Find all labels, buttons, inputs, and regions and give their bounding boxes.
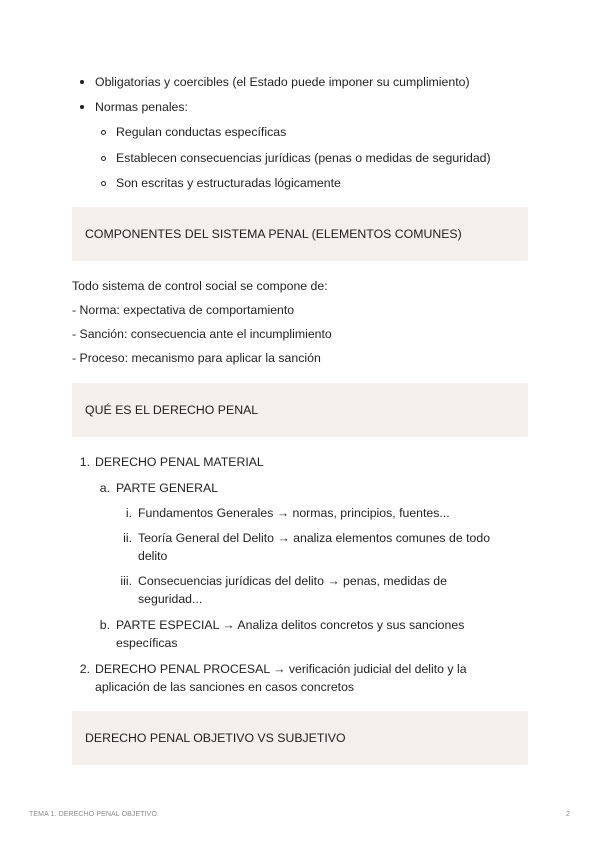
section-heading: COMPONENTES DEL SISTEMA PENAL (ELEMENTOS COMUNES) — [85, 227, 462, 241]
list-marker: 2. — [79, 662, 90, 676]
bullet-item: Obligatorias y coercibles (el Estado puede imponer su cumplimiento) — [95, 75, 470, 89]
section-callout — [72, 383, 528, 437]
outline-item-continuation: aplicación de las sanciones en casos concretos — [95, 680, 355, 694]
outline-item: DERECHO PENAL PROCESAL → verificación judicial del delito y la — [95, 662, 467, 676]
list-marker: ii. — [123, 531, 132, 545]
section-callout — [72, 711, 528, 765]
page-number: 2 — [566, 811, 570, 818]
outline-item: PARTE ESPECIAL → Analiza delitos concretos y sus sanciones — [116, 618, 465, 632]
outline-item: Consecuencias jurídicas del delito → penas, medidas de — [138, 574, 447, 588]
sub-bullet-circle — [101, 130, 106, 135]
list-marker: i. — [125, 506, 132, 520]
bullet-item: Normas penales: — [95, 100, 188, 114]
footer-title: TEMA 1. DERECHO PENAL OBJETIVO. — [29, 811, 160, 818]
outline-item: Teoría General del Delito → analiza elementos comunes de todo — [138, 531, 491, 545]
list-marker: b. — [99, 618, 110, 632]
paragraph-line: - Norma: expectativa de comportamiento — [72, 303, 295, 317]
bullet-dot — [80, 105, 84, 109]
section-callout — [72, 207, 528, 261]
paragraph-line: - Proceso: mecanismo para aplicar la sanción — [72, 351, 321, 365]
outline-item: DERECHO PENAL MATERIAL — [95, 455, 264, 469]
section-heading: DERECHO PENAL OBJETIVO VS SUBJETIVO — [85, 731, 346, 745]
list-marker: a. — [99, 481, 110, 495]
outline-item-continuation: seguridad... — [138, 592, 203, 606]
paragraph-line: - Sanción: consecuencia ante el incumplimiento — [72, 327, 332, 341]
list-marker: 1. — [79, 455, 90, 469]
sub-bullet-circle — [101, 181, 106, 186]
outline-item: PARTE GENERAL — [116, 481, 219, 495]
paragraph-intro: Todo sistema de control social se compone de: — [72, 279, 328, 293]
outline-item: Fundamentos Generales → normas, principios, fuentes... — [138, 506, 450, 520]
sub-bullet-item: Regulan conductas específicas — [116, 125, 287, 139]
outline-item-continuation: específicas — [116, 636, 178, 650]
section-heading: QUÉ ES EL DERECHO PENAL — [85, 403, 259, 417]
list-marker: iii. — [120, 574, 132, 588]
bullet-dot — [80, 80, 84, 84]
sub-bullet-item: Establecen consecuencias jurídicas (penas o medidas de seguridad) — [116, 151, 491, 165]
sub-bullet-circle — [101, 156, 106, 161]
sub-bullet-item: Son escritas y estructuradas lógicamente — [116, 176, 341, 190]
outline-item-continuation: delito — [138, 549, 168, 563]
